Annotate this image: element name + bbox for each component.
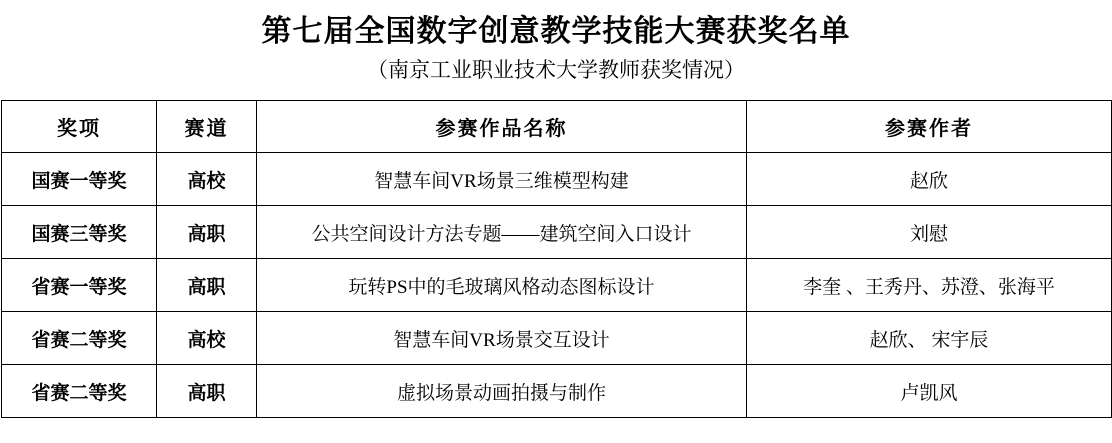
cell-work: 虚拟场景动画拍摄与制作	[257, 365, 747, 418]
cell-award: 国赛三等奖	[2, 206, 157, 259]
table-header	[2, 101, 1112, 153]
cell-work: 智慧车间VR场景交互设计	[257, 312, 747, 365]
cell-track: 高职	[157, 206, 257, 259]
cell-author: 赵欣、 宋宇辰	[747, 312, 1112, 365]
cell-award: 省赛一等奖	[2, 259, 157, 312]
column-header-author: 参赛作者	[747, 101, 1112, 153]
title-block	[0, 0, 1112, 86]
cell-author: 李奎 、王秀丹、苏澄、张海平	[747, 259, 1112, 312]
table-row	[2, 153, 1112, 206]
cell-track: 高校	[157, 153, 257, 206]
cell-author: 刘慰	[747, 206, 1112, 259]
cell-award: 国赛一等奖	[2, 153, 157, 206]
cell-award: 省赛二等奖	[2, 365, 157, 418]
cell-work: 玩转PS中的毛玻璃风格动态图标设计	[257, 259, 747, 312]
cell-work: 智慧车间VR场景三维模型构建	[257, 153, 747, 206]
table-row	[2, 259, 1112, 312]
column-header-work: 参赛作品名称	[257, 101, 747, 153]
table-body	[2, 153, 1112, 418]
cell-author: 卢凯风	[747, 365, 1112, 418]
cell-track: 高职	[157, 365, 257, 418]
table-header-row	[2, 101, 1112, 153]
page-title: 第七届全国数字创意教学技能大赛获奖名单	[261, 15, 851, 48]
cell-award: 省赛二等奖	[2, 312, 157, 365]
column-header-track: 赛道	[157, 101, 257, 153]
table-row	[2, 312, 1112, 365]
table-row	[2, 206, 1112, 259]
cell-track: 高职	[157, 259, 257, 312]
cell-track: 高校	[157, 312, 257, 365]
column-header-award: 奖项	[2, 101, 157, 153]
cell-author: 赵欣	[747, 153, 1112, 206]
award-table	[1, 100, 1112, 418]
table-row	[2, 365, 1112, 418]
cell-work: 公共空间设计方法专题——建筑空间入口设计	[257, 206, 747, 259]
page-subtitle: （南京工业职业技术大学教师获奖情况）	[367, 57, 745, 82]
